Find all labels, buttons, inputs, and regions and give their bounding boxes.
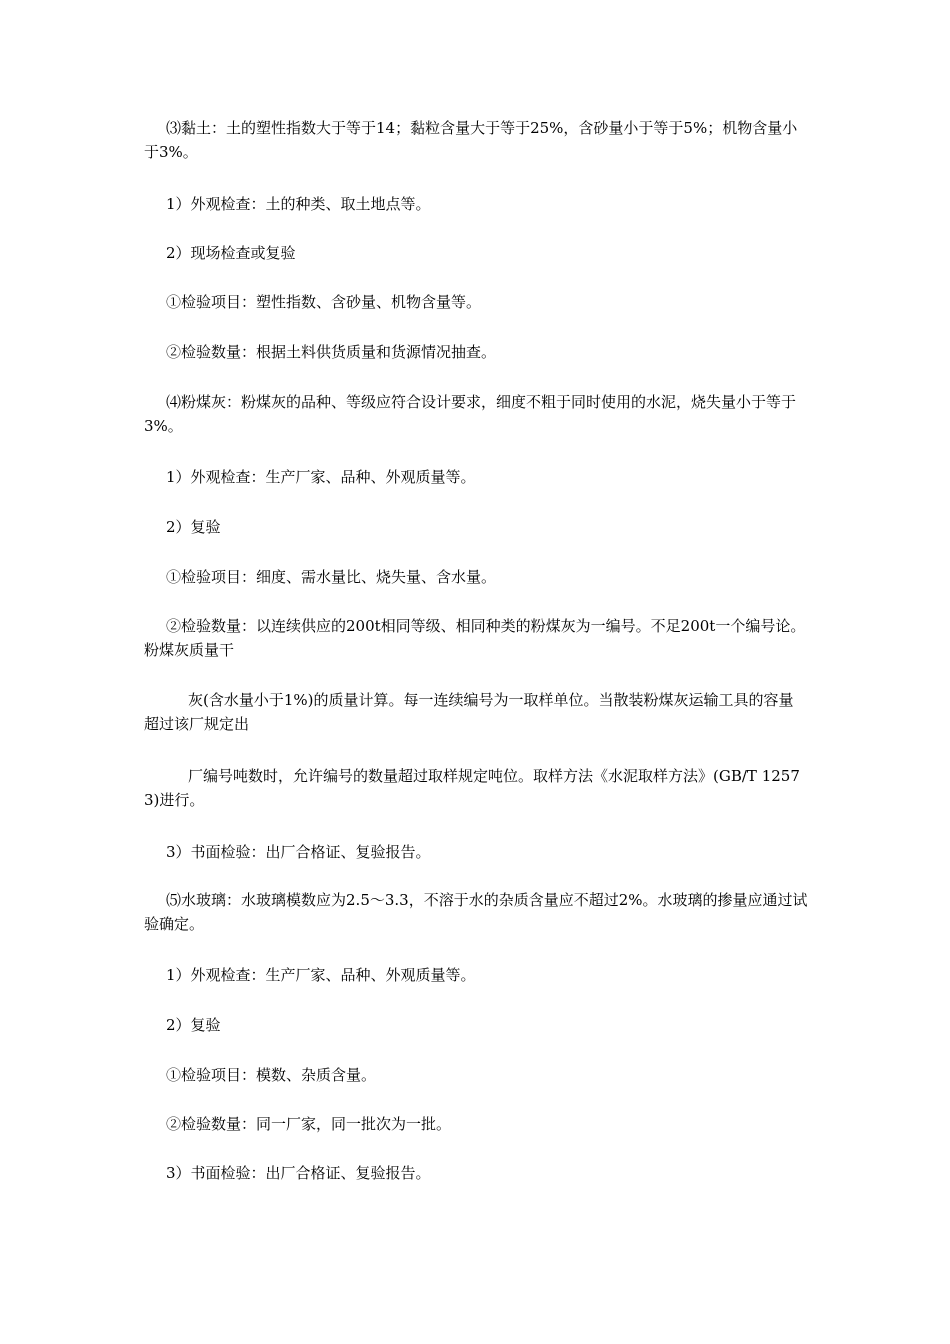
paragraph-clay-test-quantity: ②检验数量：根据土料供货质量和货源情况抽查。 — [166, 343, 497, 361]
paragraph-waterglass-test-items: ①检验项目：模数、杂质含量。 — [166, 1066, 377, 1084]
paragraph-clay-appearance-check: 1）外观检查：土的种类、取土地点等。 — [166, 195, 431, 213]
paragraph-flyash-test-items: ①检验项目：细度、需水量比、烧失量、含水量。 — [166, 568, 497, 586]
paragraph-flyash-document-check: 3）书面检验：出厂合格证、复验报告。 — [166, 843, 431, 861]
paragraph-flyash-retest: 2）复验 — [166, 518, 221, 536]
paragraph-flyash-quantity-continued-2: 厂编号吨数时，允许编号的数量超过取样规定吨位。取样方法《水泥取样方法》(GB/T 12573)进行。 — [144, 767, 800, 809]
paragraph-waterglass-retest: 2）复验 — [166, 1016, 221, 1034]
paragraph-flyash-test-quantity: ②检验数量：以连续供应的200t相同等级、相同种类的粉煤灰为一编号。不足200t一个编号论。粉煤灰质量干 — [144, 617, 806, 659]
paragraph-waterglass-appearance-check: 1）外观检查：生产厂家、品种、外观质量等。 — [166, 966, 476, 984]
paragraph-clay-requirements: ⑶黏土：土的塑性指数大于等于14；黏粒含量大于等于25%，含砂量小于等于5%；机物含量小于3%。 — [144, 119, 798, 161]
paragraph-waterglass-document-check: 3）书面检验：出厂合格证、复验报告。 — [166, 1164, 431, 1182]
paragraph-clay-site-check: 2）现场检查或复验 — [166, 244, 296, 262]
paragraph-waterglass-test-quantity: ②检验数量：同一厂家，同一批次为一批。 — [166, 1115, 452, 1133]
paragraph-clay-test-items: ①检验项目：塑性指数、含砂量、机物含量等。 — [166, 293, 482, 311]
paragraph-flyash-quantity-continued-1: 灰(含水量小于1%)的质量计算。每一连续编号为一取样单位。当散装粉煤灰运输工具的容量超过该厂规定出 — [144, 691, 794, 733]
paragraph-flyash-requirements: ⑷粉煤灰：粉煤灰的品种、等级应符合设计要求，细度不粗于同时使用的水泥，烧失量小于等于3%。 — [144, 393, 797, 435]
paragraph-waterglass-requirements: ⑸水玻璃：水玻璃模数应为2.5～3.3，不溶于水的杂质含量应不超过2%。水玻璃的掺量应通过试验确定。 — [144, 891, 808, 933]
paragraph-flyash-appearance-check: 1）外观检查：生产厂家、品种、外观质量等。 — [166, 468, 476, 486]
